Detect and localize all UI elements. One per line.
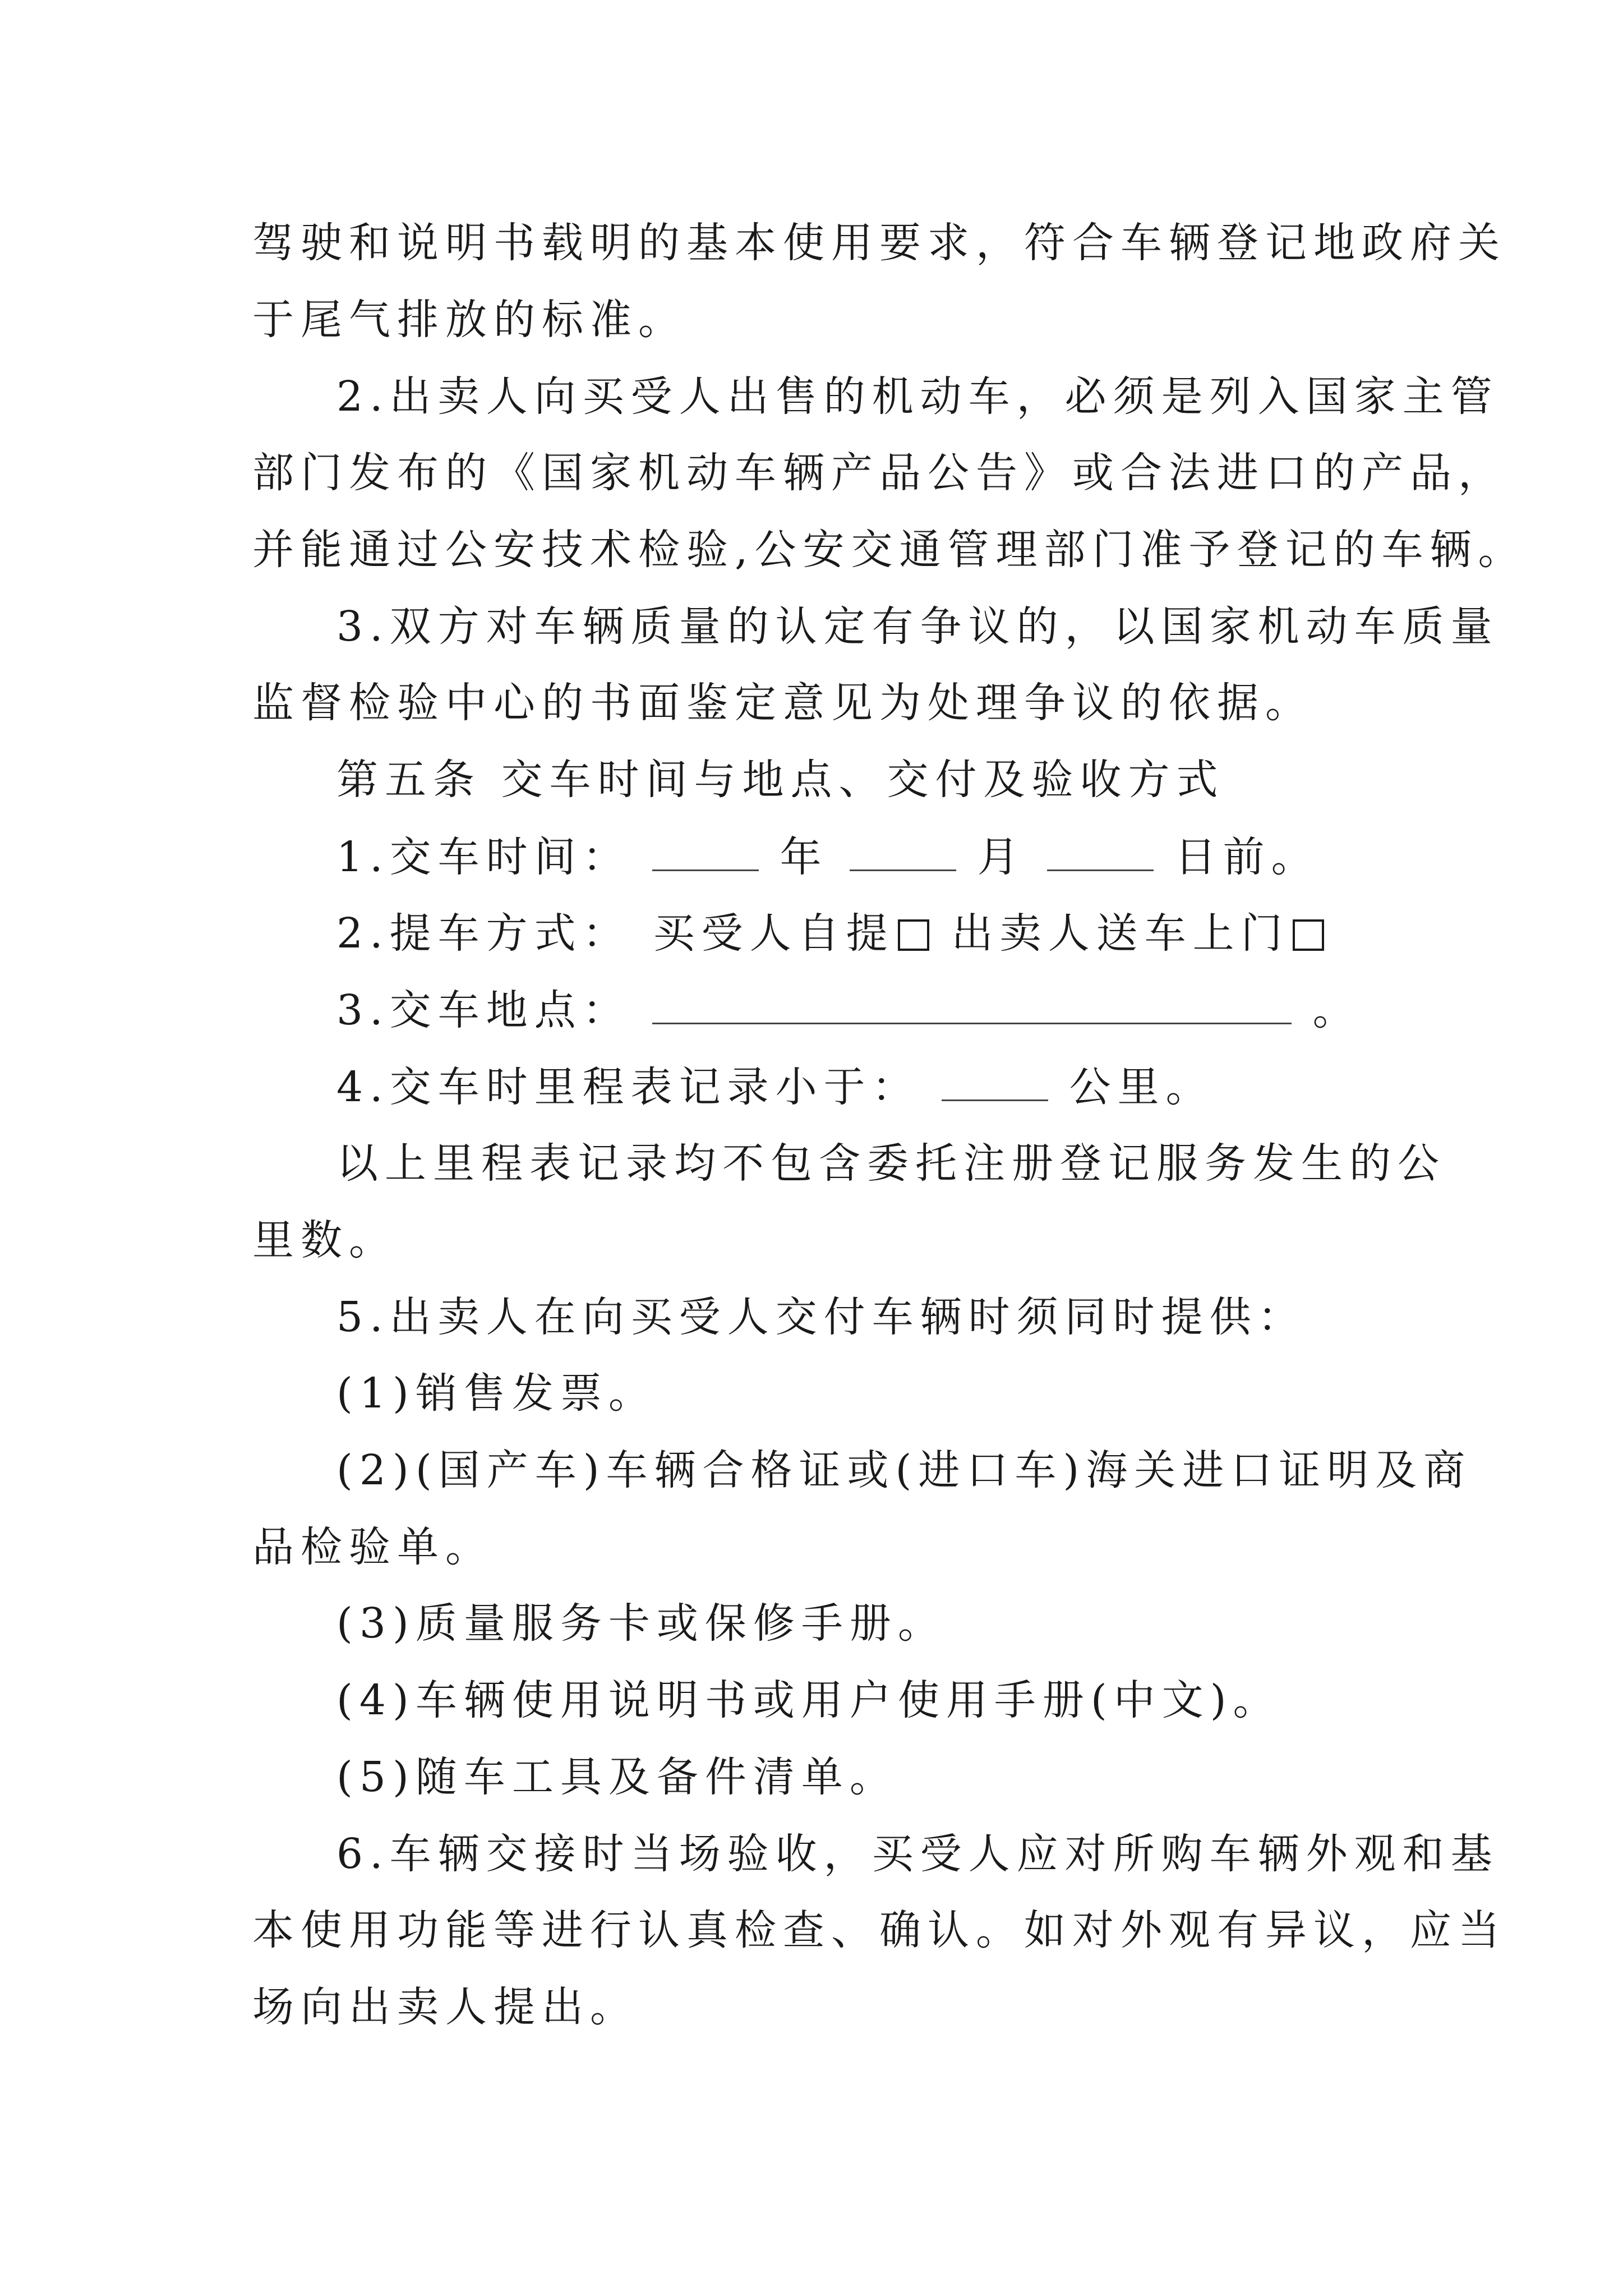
pickup-self-checkbox[interactable] [898,919,929,951]
mileage-label: 4.交车时里程表记录小于： [336,1063,920,1111]
delivery-location-line [336,982,1361,1038]
mileage-line [336,1059,1214,1115]
month-text: 月 [977,833,1026,881]
paragraph-line: 监督检验中心的书面鉴定意见为处理争议的依据。 [252,679,1313,727]
paragraph-line: 5.出卖人在向买受人交付车辆时须同时提供： [336,1293,1306,1341]
paragraph-line: 品检验单。 [252,1523,494,1571]
paragraph-line: 部门发布的《国家机动车辆产品公告》或合法进口的产品， [252,449,1506,497]
pickup-method-line [336,905,1324,961]
delivery-time-line [336,829,1320,885]
year-blank[interactable] [652,830,759,871]
pickup-delivery-checkbox[interactable] [1293,919,1324,951]
pickup-option-self: 买受人自提 [653,909,895,958]
paragraph-line: 以上里程表记录均不包含委托注册登记服务发生的公 [336,1139,1446,1188]
list-item: (5)随车工具及备件清单。 [336,1753,898,1801]
section-heading: 第五条 交车时间与地点、交付及验收方式 [336,756,1225,804]
location-blank[interactable] [652,983,1292,1024]
list-item: (4)车辆使用说明书或用户使用手册(中文)。 [336,1676,1281,1724]
location-suffix: 。 [1312,986,1361,1034]
list-item: (1)销售发票。 [336,1369,657,1418]
year-text: 年 [780,833,828,881]
list-item: (2)(国产车)车辆合格证或(进口车)海关进口证明及商 [336,1446,1472,1494]
paragraph-line: 本使用功能等进行认真检查、确认。如对外观有异议，应当 [252,1906,1506,1954]
day-blank[interactable] [1047,830,1154,871]
paragraph-line: 于尾气排放的标准。 [252,296,686,344]
paragraph-line: 驾驶和说明书载明的基本使用要求，符合车辆登记地政府关 [252,219,1506,267]
paragraph-line: 场向出卖人提出。 [252,1983,638,2031]
mileage-blank[interactable] [942,1060,1048,1101]
paragraph-line: 2.出卖人向买受人出售的机动车，必须是列入国家主管 [336,372,1499,421]
paragraph-line: 3.双方对车辆质量的认定有争议的，以国家机动车质量 [336,602,1499,651]
pickup-option-delivery: 出卖人送车上门 [951,909,1289,958]
month-blank[interactable] [850,830,956,871]
delivery-time-label: 1.交车时间： [336,833,631,881]
location-label: 3.交车地点： [336,986,631,1034]
paragraph-line: 并能通过公安技术检验,公安交通管理部门准予登记的车辆。 [252,526,1527,574]
paragraph-line: 里数。 [252,1216,397,1264]
mileage-suffix: 公里。 [1069,1063,1214,1111]
paragraph-line: 6.车辆交接时当场验收，买受人应对所购车辆外观和基 [336,1830,1499,1878]
day-text: 日前。 [1174,833,1320,881]
list-item: (3)质量服务卡或保修手册。 [336,1599,946,1648]
pickup-label: 2.提车方式： [336,909,631,958]
